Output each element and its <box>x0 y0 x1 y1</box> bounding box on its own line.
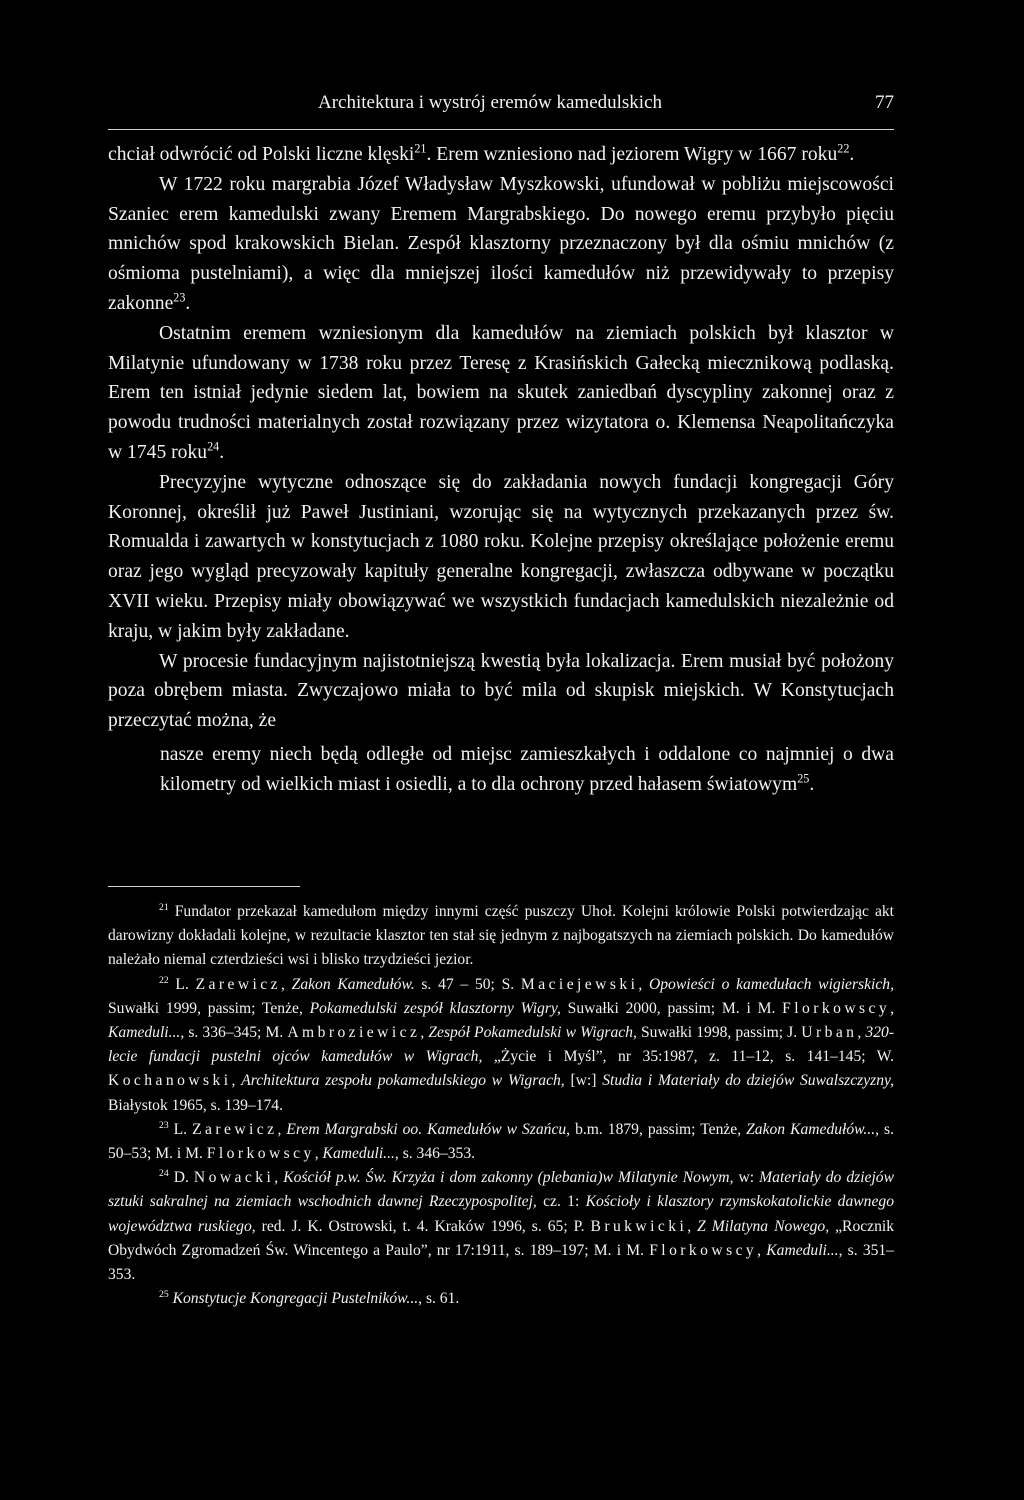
footnote-number: 24 <box>159 1168 169 1180</box>
footnote-22 <box>108 973 894 1118</box>
footnote-text: Suwałki 1999, passim; Tenże, <box>108 999 310 1017</box>
footnote-text: cz. 1: <box>536 1193 586 1211</box>
footnote-number: 25 <box>159 1289 169 1301</box>
footnote-text: , <box>281 975 292 993</box>
footnote-text: , <box>638 975 649 993</box>
citation-title: Zakon Kamedułów... <box>746 1120 876 1138</box>
footnote-text: , s. 61. <box>418 1290 460 1308</box>
footnote-number: 21 <box>159 901 169 913</box>
footnote-text: [w:] <box>564 1072 603 1090</box>
footnote-text: L. <box>168 975 196 993</box>
footnote-text: , <box>890 999 895 1017</box>
citation-title: Z Milatyna Nowego, <box>697 1217 830 1235</box>
footnote-text: , s. 336–345; M. <box>180 1024 288 1042</box>
running-title: Architektura i wystrój eremów kamedulskich <box>318 92 663 113</box>
author-name: Kochanowski <box>108 1072 232 1090</box>
footnote-text: Białystok 1965, s. 139–174. <box>108 1096 284 1114</box>
author-name: Zarewicz <box>192 1120 278 1138</box>
citation-title: Konstytucje Kongregacji Pustelników... <box>172 1290 419 1308</box>
citation-title: Kościoły i klasztory rzymskokatolickie dawnego województwa ruskiego, <box>108 1193 894 1235</box>
author-name: Florkowscy <box>649 1241 758 1259</box>
citation-title: Studia i Materiały do dziejów Suwalszczyzny, <box>602 1072 894 1090</box>
footnote-text: , <box>687 1217 698 1235</box>
footnote-text: b.m. 1879, passim; Tenże, <box>570 1120 747 1138</box>
paragraph: Precyzyjne wytyczne odnoszące się do zakładania nowych fundacji kongregacji Góry Koronnej, określił już Paweł Justiniani, wzorując się na wytycznych przekazanych przez św. Romualda i zawartych w konstytucjach z 1080 roku. Kolejne przepisy określające położenie eremu oraz jego wygląd precyzowały kapituły generalne kongregacji, zwłaszcza odbywane w początku XVII wieku. Przepisy miały obowiązywać we wszystkich fundacjach kamedulskich niezależnie od kraju, w jakim były zakładane. <box>108 471 894 642</box>
citation-title: Opowieści o kamedułach wigierskich, <box>649 975 894 993</box>
footnote-text: w: <box>733 1169 760 1187</box>
citation-title: Materiały do dziejów sztuki sakralnej na ziemiach wschodnich dawnej Rzeczypospolitej, <box>108 1169 895 1211</box>
citation-title: Kameduli... <box>108 1024 181 1042</box>
author-name: Florkowscy <box>206 1145 315 1163</box>
citation-title: 320-lecie fundacji pustelni ojców kamedułów w Wigrach, <box>108 1024 895 1066</box>
page-number: 77 <box>875 92 894 113</box>
footnote-text: Suwałki 1998, passim; J. <box>636 1024 802 1042</box>
footnote-ref: 25 <box>797 771 810 786</box>
author-name: Brukwicki <box>590 1217 688 1235</box>
footnote-text: , s. 346–353. <box>394 1145 476 1163</box>
footnote-text: „Rocznik Obydwóch Zgromadzeń Św. Wincentego a Paulo”, nr 17:1911, s. 189–197; M. i M. <box>108 1217 895 1259</box>
footnote-text: , <box>277 1120 287 1138</box>
footnote-number: 22 <box>159 974 169 986</box>
citation-title: Zakon Kamedułów. <box>291 975 415 993</box>
author-name: Zarewicz <box>195 975 282 993</box>
paragraph: Ostatnim eremem wzniesionym dla kamedułów na ziemiach polskich był klasztor w Milatynie ufundowany w 1738 roku przez Teresę z Krasińskich Gałecką miecznikową podlaską. Erem ten istniał jedynie siedem lat, bowiem na skutek zaniedbań dyscypliny zakonnej oraz z powodu trudności materialnych został rozwiązany przez wizytatora o. Klemensa Neapolitańczyka w 1745 roku$^{24}$. <box>108 322 894 463</box>
citation-title: Erem Margrabski oo. Kamedułów w Szańcu, <box>286 1120 571 1138</box>
footnote-number: 23 <box>159 1119 169 1131</box>
author-name: Maciejewski <box>520 975 639 993</box>
footnote-21: $^{21}$ Fundator przekazał kamedułom między innymi część puszczy Uhoł. Kolejni królowie Polski potwierdzając akt darowizny dokładali kolejne, w rezultacie klasztor ten stał się jednym z najbogatszych na ziemiach polskich. Do kamedułów należało niemal czterdzieści wsi i blisko trzydzieści jezior. <box>108 901 894 969</box>
author-name: Urban <box>801 1024 858 1042</box>
author-name: Ambroziewicz <box>287 1024 421 1042</box>
footnote-text: s. 47 – 50; S. <box>414 975 521 993</box>
footnote-text: , <box>757 1241 767 1259</box>
citation-title: Zespół Pokamedulski w Wigrach, <box>428 1024 637 1042</box>
citation-title: Kościół p.w. Św. Krzyża i dom zakonny (plebania)w Milatynie Nowym, <box>283 1169 734 1187</box>
footnote-text: , <box>274 1169 284 1187</box>
main-text <box>108 140 894 736</box>
footnote-text: D. <box>168 1169 194 1187</box>
footnote-text: , <box>231 1072 242 1090</box>
footnote-text: , s. 351–353. <box>108 1241 895 1284</box>
citation-title: Kameduli... <box>766 1241 839 1259</box>
footnote-ref: 24 <box>207 439 220 454</box>
footnotes <box>108 900 894 1311</box>
citation-title: Kameduli... <box>322 1145 395 1163</box>
paragraph-continued: chciał odwrócić od Polski liczne klęski$^{21}$. Erem wzniesiono nad jeziorem Wigry w 1667 roku$^{22}$. <box>108 141 855 165</box>
footnote-text: „Życie i Myśl”, nr 35:1987, z. 11–12, s. 141–145; W. <box>482 1048 894 1066</box>
footnote-separator <box>108 886 300 887</box>
footnote-text: Suwałki 2000, passim; M. i M. <box>560 999 783 1017</box>
block-quote: nasze eremy niech będą odległe od miejsc zamieszkałych i oddalone co najmniej o dwa kilometry od wielkich miast i osiedli, a to dla ochrony przed hałasem światowym$^{25}$. <box>160 744 894 795</box>
citation-title: Architektura zespołu pokamedulskiego w Wigrach, <box>241 1072 565 1090</box>
footnote-25 <box>108 1287 894 1311</box>
running-header <box>108 92 894 118</box>
footnote-23 <box>108 1118 894 1166</box>
footnote-text: , <box>420 1024 429 1042</box>
author-name: Nowacki <box>193 1169 275 1187</box>
footnote-text: , <box>857 1024 866 1042</box>
footnote-text: , <box>314 1145 323 1163</box>
citation-title: Pokamedulski zespół klasztorny Wigry, <box>309 999 561 1017</box>
paragraph: W procesie fundacyjnym najistotniejszą kwestią była lokalizacja. Erem musiał być położony poza obrębem miasta. Zwyczajowo miała to być mila od skupisk miejskich. W Konstytucjach przeczytać można, że <box>108 650 894 732</box>
paragraph: W 1722 roku margrabia Józef Władysław Myszkowski, ufundował w pobliżu miejscowości Szaniec erem kamedulski zwany Eremem Margrabskiego. Do nowego eremu przybyło pięciu mnichów spod krakowskich Bielan. Zespół klasztorny przeznaczony był dla ośmiu mnichów (z ośmioma pustelniami), a więc dla mniejszej ilości kamedułów niż przewidywały to przepisy zakonne$^{23}$. <box>108 173 894 314</box>
footnote-ref: 21 <box>414 141 427 156</box>
footnote-text: red. J. K. Ostrowski, t. 4. Kraków 1996, s. 65; P. <box>255 1217 591 1235</box>
author-name: Florkowscy <box>782 999 891 1017</box>
footnote-text: L. <box>168 1120 193 1138</box>
header-rule <box>108 129 894 130</box>
footnote-24 <box>108 1166 894 1287</box>
footnote-text: , s. 50–53; M. i M. <box>108 1120 894 1163</box>
footnote-ref: 22 <box>837 141 850 156</box>
footnote-ref: 23 <box>173 290 186 305</box>
